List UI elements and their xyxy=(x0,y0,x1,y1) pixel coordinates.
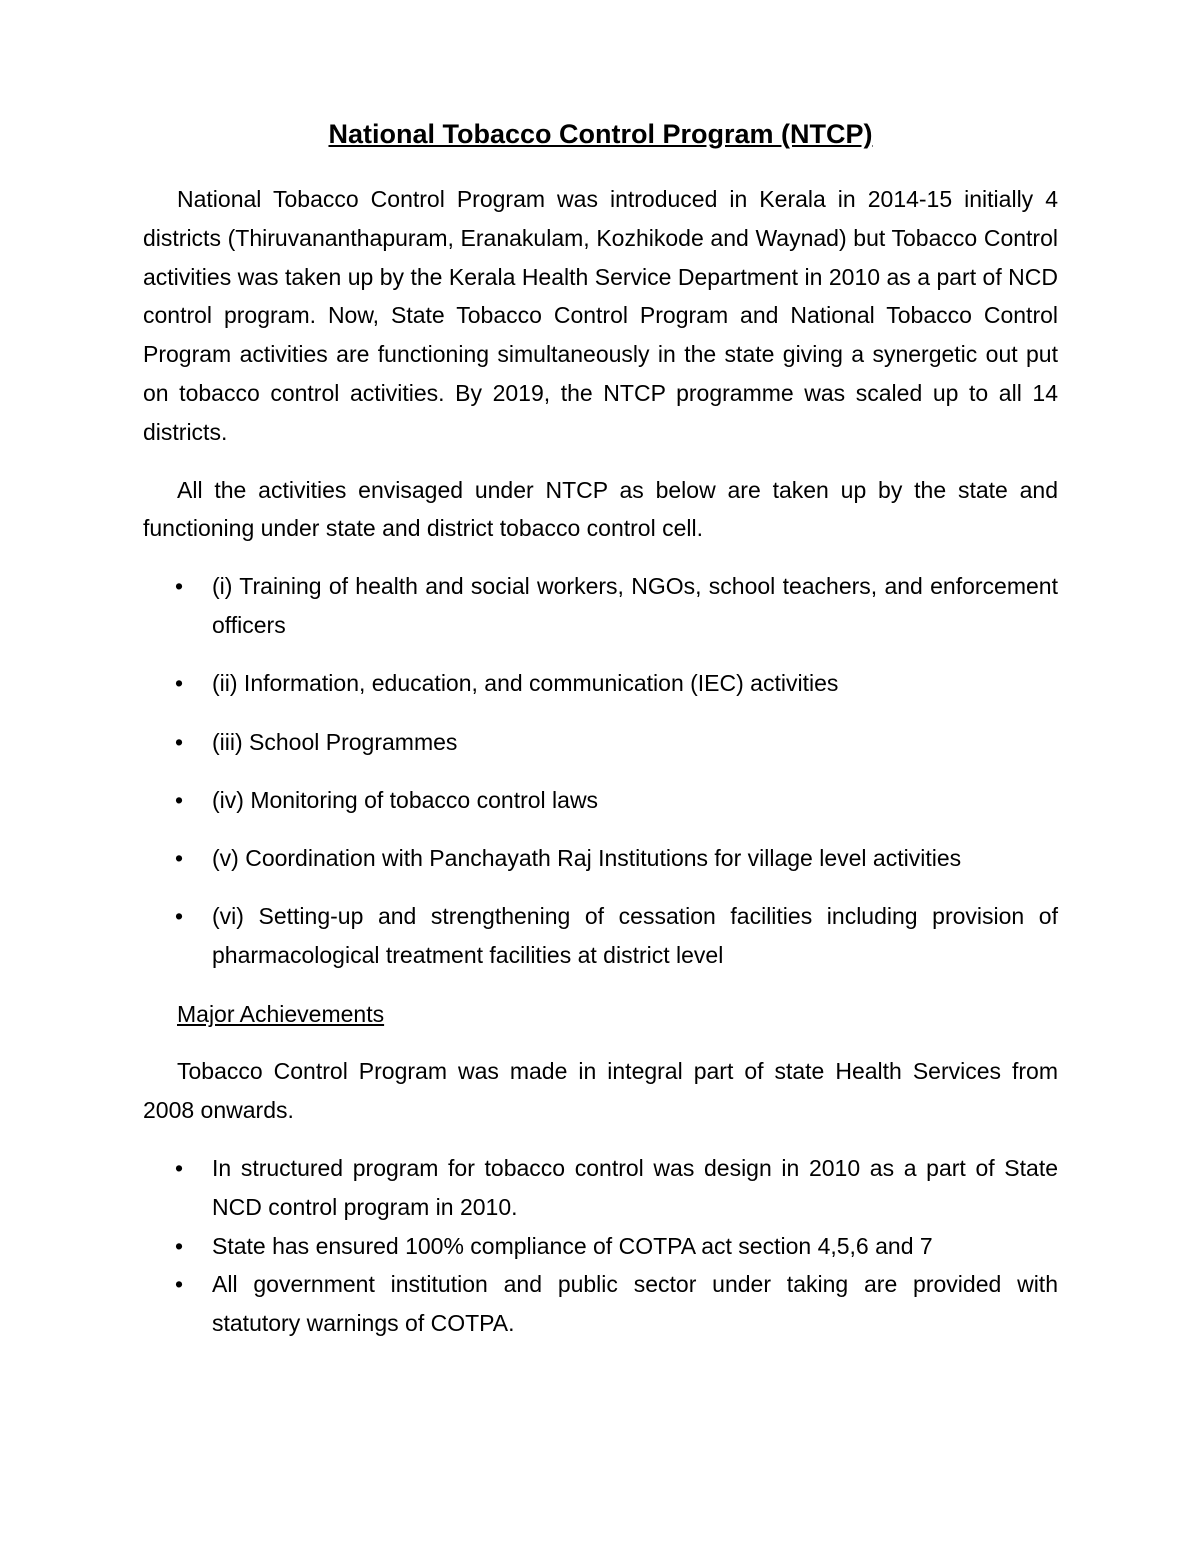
list-item xyxy=(143,567,1058,645)
list-item xyxy=(143,781,1058,820)
activities-paragraph: All the activities envisaged under NTCP as below are taken up by the state and functioning under state and district tobacco control cell. xyxy=(143,476,1058,542)
list-item-text: (iv) Monitoring of tobacco control laws xyxy=(212,786,599,813)
bullet-icon: • xyxy=(175,1154,184,1181)
bullet-icon: • xyxy=(175,786,184,813)
list-item-text: (ii) Information, education, and communication (IEC) activities xyxy=(212,670,839,697)
list-item xyxy=(143,664,1058,703)
list-item xyxy=(143,1227,1058,1266)
list-item-text: State has ensured 100% compliance of COTPA act section 4,5,6 and 7 xyxy=(212,1232,933,1259)
intro-paragraph: National Tobacco Control Program was introduced in Kerala in 2014-15 initially 4 districts (Thiruvananthapuram, Eranakulam, Kozhikode and Waynad) but Tobacco Control activities was taken up by the Kerala Health Service Department in 2010 as a part of NCD control program. Now, State Tobacco Control Program and National Tobacco Control Program activities are functioning simultaneously in the state giving a synergetic out put on tobacco control activities. By 2019, the NTCP programme was scaled up to all 14 districts. xyxy=(143,186,1058,445)
bullet-icon: • xyxy=(175,573,184,600)
activities-list xyxy=(143,567,1058,975)
achievements-paragraph: Tobacco Control Program was made in integral part of state Health Services from 2008 onwards. xyxy=(143,1058,1058,1124)
bullet-icon: • xyxy=(175,845,184,872)
list-item-text: (vi) Setting-up and strengthening of cessation facilities including provision of pharmacological treatment facilities at district level xyxy=(212,903,1058,969)
list-item-text: (i) Training of health and social workers, NGOs, school teachers, and enforcement officers xyxy=(212,573,1058,638)
bullet-icon: • xyxy=(175,1271,184,1298)
list-item xyxy=(143,897,1058,975)
bullet-icon: • xyxy=(175,1232,184,1259)
bullet-icon: • xyxy=(175,903,184,930)
list-item xyxy=(143,839,1058,878)
document-body xyxy=(143,112,1058,1343)
list-item xyxy=(143,1265,1058,1343)
list-item-text: In structured program for tobacco control was design in 2010 as a part of State NCD control program in 2010. xyxy=(212,1154,1058,1220)
achievements-list xyxy=(143,1149,1058,1343)
list-item-text: All government institution and public sector under taking are provided with statutory warnings of COTPA. xyxy=(212,1271,1058,1337)
list-item xyxy=(143,723,1058,762)
list-item-text: (iii) School Programmes xyxy=(212,728,458,755)
bullet-icon: • xyxy=(175,728,184,755)
bullet-icon: • xyxy=(175,670,184,697)
document-title: National Tobacco Control Program (NTCP) xyxy=(328,119,873,149)
achievements-heading: Major Achievements xyxy=(177,1000,385,1027)
list-item-text: (v) Coordination with Panchayath Raj Institutions for village level activities xyxy=(212,845,962,872)
list-item xyxy=(143,1149,1058,1227)
